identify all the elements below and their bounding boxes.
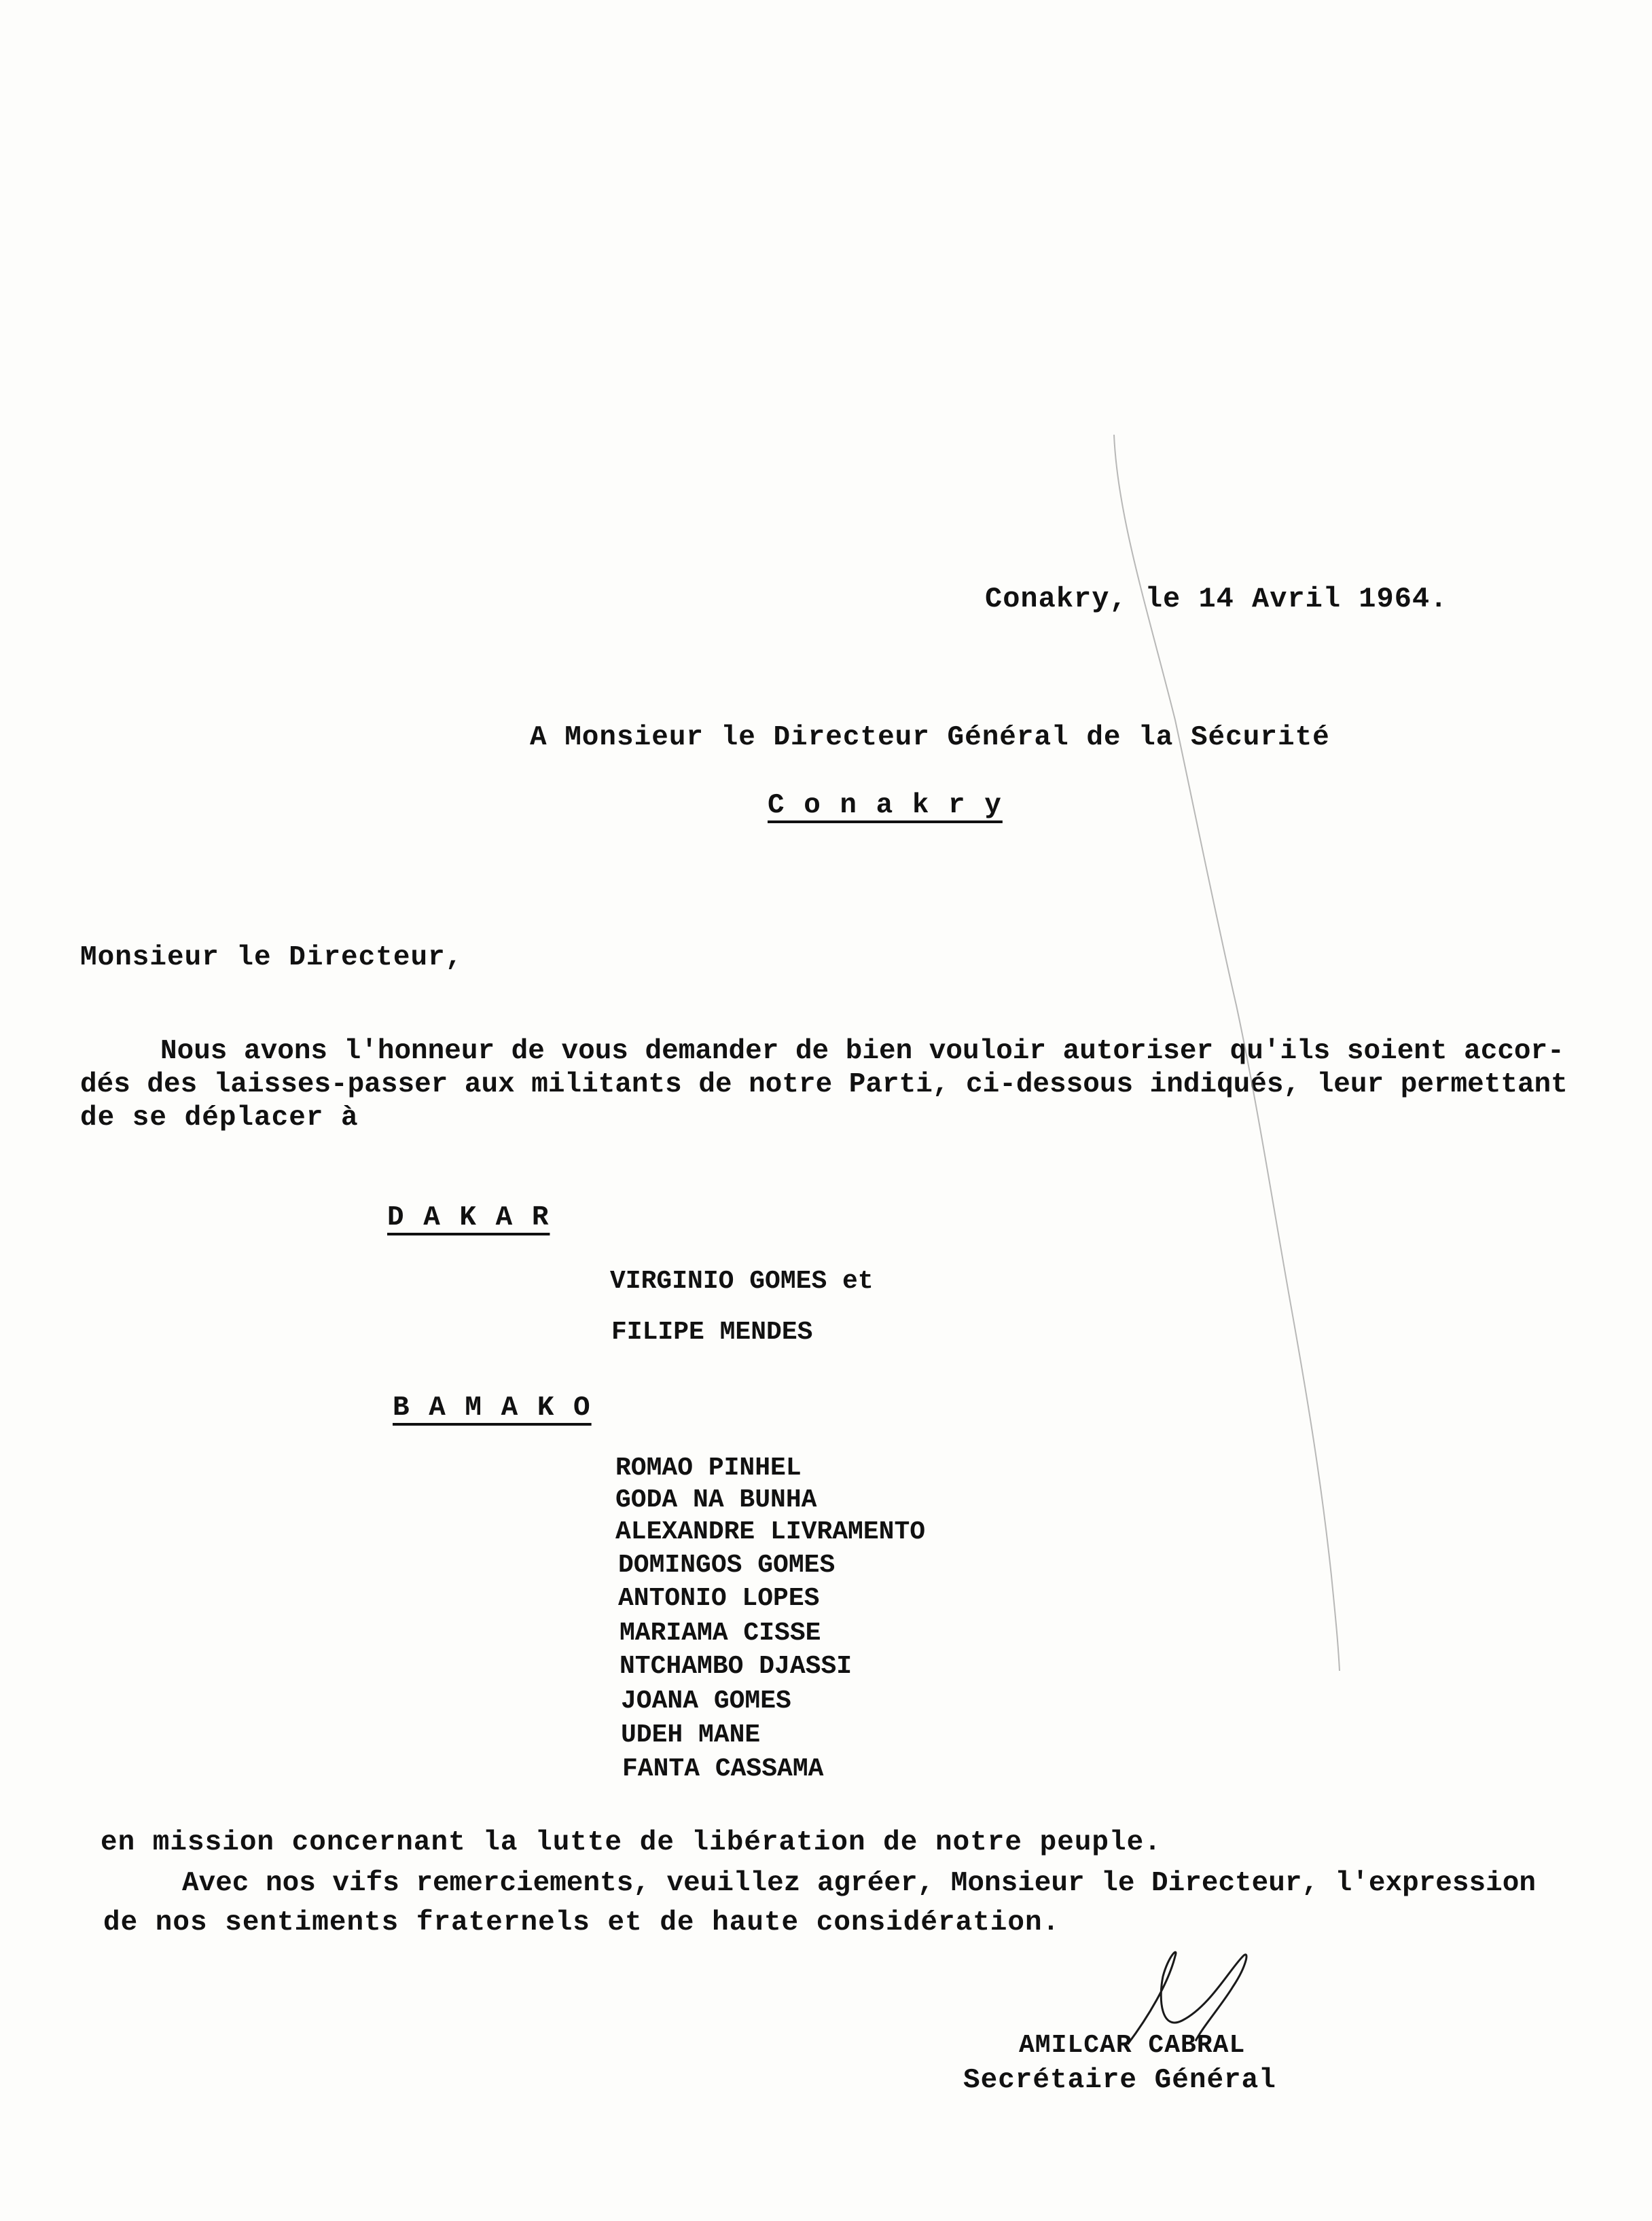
bamako-name-6: MARIAMA CISSE <box>620 1619 821 1648</box>
bamako-name-10: FANTA CASSAMA <box>622 1754 824 1784</box>
bamako-name-3: ALEXANDRE LIVRAMENTO <box>615 1517 926 1547</box>
destination-dakar-heading: D A K A R <box>387 1202 550 1233</box>
dakar-name-2: FILIPE MENDES <box>611 1318 813 1347</box>
closing-line-2: de nos sentiments fraternels et de haute considération. <box>103 1907 1060 1938</box>
date-line: Conakry, le 14 Avril 1964. <box>985 583 1448 615</box>
closing-line-1: Avec nos vifs remerciements, veuillez agréer, Monsieur le Directeur, l'expression <box>182 1868 1536 1899</box>
recipient-line: A Monsieur le Directeur Général de la Sécurité <box>530 722 1330 753</box>
bamako-name-2: GODA NA BUNHA <box>615 1485 817 1515</box>
destination-bamako-heading: B A M A K O <box>393 1392 592 1424</box>
salutation: Monsieur le Directeur, <box>80 942 463 973</box>
bamako-name-4: DOMINGOS GOMES <box>618 1551 836 1580</box>
bamako-name-5: ANTONIO LOPES <box>618 1584 820 1613</box>
bamako-name-1: ROMAO PINHEL <box>615 1453 802 1483</box>
recipient-city: C o n a k r y <box>768 790 1003 821</box>
bamako-name-7: NTCHAMBO DJASSI <box>620 1652 852 1681</box>
signatory-name: AMILCAR CABRAL <box>1019 2031 1246 2060</box>
signatory-title: Secrétaire Général <box>963 2065 1276 2096</box>
body-line-3: de se déplacer à <box>80 1102 359 1134</box>
body-line-2: dés des laisses-passer aux militants de notre Parti, ci-dessous indiqués, leur permettant <box>80 1069 1568 1100</box>
dakar-name-1: VIRGINIO GOMES et <box>610 1267 874 1296</box>
body-line-1: Nous avons l'honneur de vous demander de bien vouloir autoriser qu'ils soient accor- <box>160 1036 1564 1067</box>
bamako-name-8: JOANA GOMES <box>621 1686 791 1716</box>
bamako-name-9: UDEH MANE <box>621 1720 761 1750</box>
mission-line: en mission concernant la lutte de libération de notre peuple. <box>101 1827 1162 1858</box>
